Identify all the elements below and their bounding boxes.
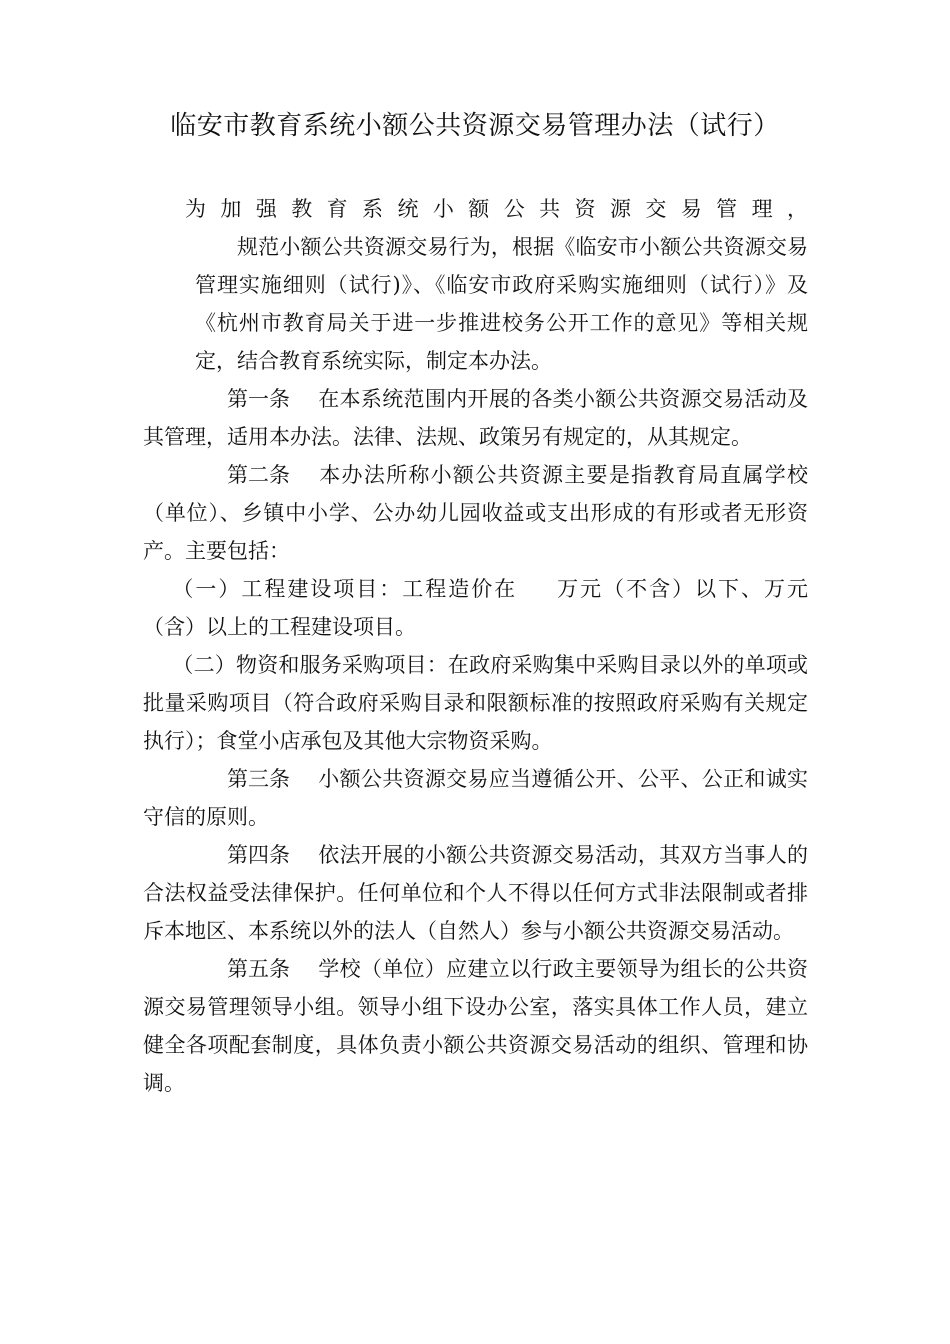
- article-label: 第三条: [227, 767, 290, 791]
- item-text: 物资和服务采购项目：在政府采购集中采购目录以外的单项或批量采购项目（符合政府采购目录和限额标准的按照政府采购有关规定执行）；食堂小店承包及其他大宗物资采购。: [143, 653, 809, 753]
- item-label: （一）: [172, 577, 242, 601]
- intro-text-part-a: 为加强教育系统小额公共资源交易管理，: [185, 197, 808, 221]
- article-text: 依法开展的小额公共资源交易活动，其双方当事人的合法权益受法律保护。任何单位和个人不得以任何方式非法限制或者排斥本地区、本系统以外的法人（自然人）参与小额公共资源交易活动。: [143, 843, 808, 943]
- document-title: 临安市教育系统小额公共资源交易管理办法（试行）: [170, 111, 780, 141]
- article-label: 第二条: [227, 463, 290, 487]
- article-3: [143, 760, 808, 836]
- article-text: 在本系统范围内开展的各类小额公共资源交易活动及其管理，适用本办法。法律、法规、政策另有规定的，从其规定。: [143, 387, 808, 449]
- article-1: [143, 380, 808, 456]
- article-text: 本办法所称小额公共资源主要是指教育局直属学校（单位）、乡镇中小学、公办幼儿园收益或支出形成的有形或者无形资产。主要包括：: [143, 463, 808, 563]
- item-1: [143, 570, 808, 646]
- intro-paragraph: [143, 190, 808, 380]
- article-text: 小额公共资源交易应当遵循公开、公平、公正和诚实守信的原则。: [143, 767, 808, 829]
- article-label: 第四条: [227, 843, 290, 867]
- article-5: [143, 950, 808, 1102]
- article-label: 第五条: [227, 957, 290, 981]
- intro-text-part-b: 规范小额公共资源交易行为，根据《临安市小额公共资源交易管理实施细则（试行)》、《临安市政府采购实施细则（试行）》及《杭州市教育局关于进一步推进校务公开工作的意见》等相关规定，结合教育系统实际，制定本办法。: [195, 235, 808, 373]
- article-2: [143, 456, 808, 570]
- article-label: 第一条: [227, 387, 290, 411]
- article-text: 学校（单位）应建立以行政主要领导为组长的公共资源交易管理领导小组。领导小组下设办公室，落实具体工作人员，建立健全各项配套制度，具体负责小额公共资源交易活动的组织、管理和协调。: [143, 957, 808, 1095]
- item-text-part-a: 工程建设项目：工程造价在: [241, 577, 518, 601]
- item-2: [143, 646, 808, 760]
- article-4: [143, 836, 808, 950]
- item-label: （二）: [172, 653, 236, 677]
- item-text-part-b: 万元（不含）以下、万元（含）以上的工程建设项目。: [143, 577, 808, 639]
- document-body: [143, 190, 808, 1102]
